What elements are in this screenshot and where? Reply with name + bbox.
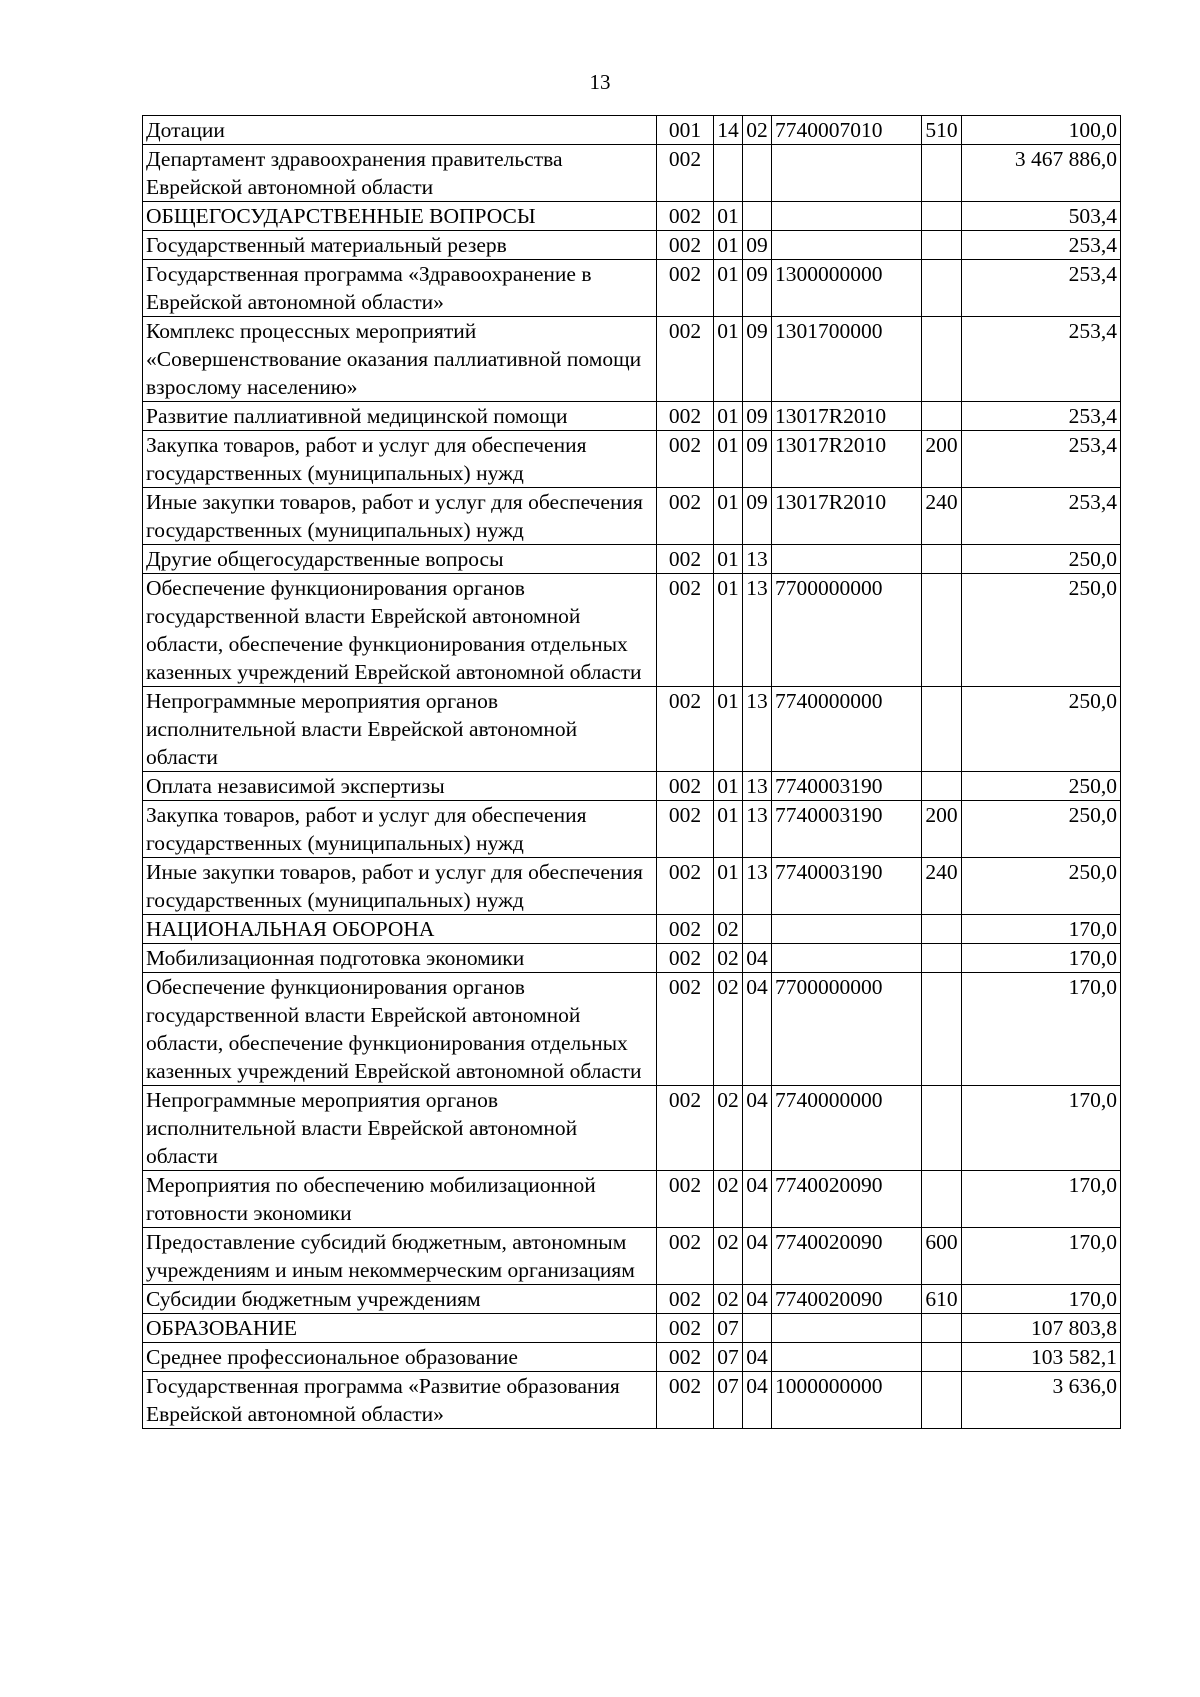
row-amount: 250,0 (962, 574, 1121, 687)
row-amount: 170,0 (962, 1171, 1121, 1228)
row-name: Государственная программа «Развитие образования Еврейской автономной области» (143, 1372, 657, 1429)
row-expense-type-code: 610 (922, 1285, 962, 1314)
row-amount: 250,0 (962, 801, 1121, 858)
row-amount: 253,4 (962, 402, 1121, 431)
row-amount: 503,4 (962, 202, 1121, 231)
row-subsection-code: 13 (743, 574, 772, 687)
row-amount: 170,0 (962, 1228, 1121, 1285)
row-section-code: 02 (714, 944, 743, 973)
table-row (143, 687, 1121, 772)
row-target-article-code (772, 944, 922, 973)
row-expense-type-code (922, 231, 962, 260)
row-grbs-code: 002 (657, 801, 714, 858)
row-subsection-code: 04 (743, 1285, 772, 1314)
row-grbs-code: 002 (657, 1372, 714, 1429)
row-name: Дотации (143, 116, 657, 145)
row-name: Непрограммные мероприятия органов исполнительной власти Еврейской автономной области (143, 687, 657, 772)
row-subsection-code: 13 (743, 858, 772, 915)
table-row (143, 145, 1121, 202)
row-section-code: 01 (714, 574, 743, 687)
row-section-code: 02 (714, 1171, 743, 1228)
row-name: Обеспечение функционирования органов государственной власти Еврейской автономной области, обеспечение функционирования отдельных казенных учреждений Еврейской автономной области (143, 574, 657, 687)
row-expense-type-code: 240 (922, 488, 962, 545)
row-section-code: 01 (714, 772, 743, 801)
row-grbs-code: 002 (657, 1171, 714, 1228)
row-target-article-code: 7740003190 (772, 772, 922, 801)
row-expense-type-code: 600 (922, 1228, 962, 1285)
row-name: Среднее профессиональное образование (143, 1343, 657, 1372)
row-name: Закупка товаров, работ и услуг для обеспечения государственных (муниципальных) нужд (143, 431, 657, 488)
row-section-code: 01 (714, 801, 743, 858)
row-grbs-code: 002 (657, 687, 714, 772)
row-amount: 170,0 (962, 944, 1121, 973)
row-grbs-code: 002 (657, 858, 714, 915)
row-section-code: 02 (714, 1285, 743, 1314)
row-subsection-code: 09 (743, 231, 772, 260)
row-section-code: 01 (714, 431, 743, 488)
row-amount: 253,4 (962, 260, 1121, 317)
row-section-code: 07 (714, 1314, 743, 1343)
row-subsection-code: 13 (743, 545, 772, 574)
row-target-article-code: 7700000000 (772, 574, 922, 687)
row-subsection-code: 09 (743, 260, 772, 317)
row-name: Комплекс процессных мероприятий «Совершенствование оказания паллиативной помощи взрослому населению» (143, 317, 657, 402)
table-row (143, 545, 1121, 574)
row-subsection-code: 09 (743, 488, 772, 545)
row-grbs-code: 002 (657, 574, 714, 687)
row-section-code: 01 (714, 260, 743, 317)
row-subsection-code: 04 (743, 1372, 772, 1429)
row-grbs-code: 002 (657, 202, 714, 231)
row-amount: 170,0 (962, 915, 1121, 944)
row-amount: 253,4 (962, 488, 1121, 545)
row-expense-type-code (922, 260, 962, 317)
row-expense-type-code (922, 687, 962, 772)
row-name: Закупка товаров, работ и услуг для обеспечения государственных (муниципальных) нужд (143, 801, 657, 858)
page-number: 13 (589, 70, 611, 94)
table-row (143, 574, 1121, 687)
row-section-code: 02 (714, 973, 743, 1086)
row-expense-type-code (922, 772, 962, 801)
row-subsection-code (743, 202, 772, 231)
row-expense-type-code (922, 1086, 962, 1171)
row-target-article-code: 7740003190 (772, 801, 922, 858)
row-expense-type-code (922, 545, 962, 574)
table-row (143, 1372, 1121, 1429)
row-amount: 253,4 (962, 431, 1121, 488)
row-target-article-code: 7740003190 (772, 858, 922, 915)
row-name: Непрограммные мероприятия органов исполнительной власти Еврейской автономной области (143, 1086, 657, 1171)
table-row (143, 801, 1121, 858)
row-subsection-code: 13 (743, 687, 772, 772)
row-section-code: 14 (714, 116, 743, 145)
row-target-article-code (772, 915, 922, 944)
row-grbs-code: 002 (657, 1285, 714, 1314)
row-subsection-code: 13 (743, 772, 772, 801)
row-name: Иные закупки товаров, работ и услуг для обеспечения государственных (муниципальных) нужд (143, 858, 657, 915)
row-section-code: 01 (714, 687, 743, 772)
table-row (143, 1228, 1121, 1285)
row-section-code: 01 (714, 317, 743, 402)
row-amount: 107 803,8 (962, 1314, 1121, 1343)
row-target-article-code: 1300000000 (772, 260, 922, 317)
row-subsection-code (743, 1314, 772, 1343)
row-grbs-code: 002 (657, 545, 714, 574)
row-grbs-code: 001 (657, 116, 714, 145)
table-row (143, 1314, 1121, 1343)
row-expense-type-code (922, 1314, 962, 1343)
row-section-code: 01 (714, 402, 743, 431)
row-amount: 250,0 (962, 687, 1121, 772)
row-subsection-code: 04 (743, 944, 772, 973)
row-amount: 170,0 (962, 1285, 1121, 1314)
row-grbs-code: 002 (657, 1086, 714, 1171)
row-target-article-code: 7740000000 (772, 687, 922, 772)
row-subsection-code: 04 (743, 973, 772, 1086)
table-row (143, 1086, 1121, 1171)
budget-table (142, 115, 1121, 1429)
row-target-article-code: 13017R2010 (772, 488, 922, 545)
row-amount: 170,0 (962, 973, 1121, 1086)
row-name: Оплата независимой экспертизы (143, 772, 657, 801)
row-name: Государственная программа «Здравоохранение в Еврейской автономной области» (143, 260, 657, 317)
row-expense-type-code: 240 (922, 858, 962, 915)
row-amount: 250,0 (962, 545, 1121, 574)
row-grbs-code: 002 (657, 431, 714, 488)
row-expense-type-code: 510 (922, 116, 962, 145)
row-name: Предоставление субсидий бюджетным, автономным учреждениям и иным некоммерческим организациям (143, 1228, 657, 1285)
table-row (143, 317, 1121, 402)
row-expense-type-code (922, 1372, 962, 1429)
row-section-code: 01 (714, 202, 743, 231)
table-row (143, 1285, 1121, 1314)
row-target-article-code (772, 1343, 922, 1372)
row-expense-type-code (922, 402, 962, 431)
budget-table-body (143, 116, 1121, 1429)
row-section-code: 02 (714, 915, 743, 944)
row-amount: 3 636,0 (962, 1372, 1121, 1429)
row-amount: 250,0 (962, 858, 1121, 915)
row-expense-type-code (922, 317, 962, 402)
row-amount: 100,0 (962, 116, 1121, 145)
row-amount: 103 582,1 (962, 1343, 1121, 1372)
table-row (143, 772, 1121, 801)
row-target-article-code: 13017R2010 (772, 431, 922, 488)
row-subsection-code (743, 915, 772, 944)
row-section-code: 01 (714, 858, 743, 915)
row-section-code: 01 (714, 488, 743, 545)
row-expense-type-code (922, 202, 962, 231)
row-target-article-code: 1301700000 (772, 317, 922, 402)
row-name: Иные закупки товаров, работ и услуг для обеспечения государственных (муниципальных) нужд (143, 488, 657, 545)
row-target-article-code: 7740020090 (772, 1285, 922, 1314)
row-expense-type-code (922, 145, 962, 202)
row-grbs-code: 002 (657, 1228, 714, 1285)
row-subsection-code: 04 (743, 1086, 772, 1171)
row-expense-type-code (922, 973, 962, 1086)
row-name: Другие общегосударственные вопросы (143, 545, 657, 574)
row-target-article-code: 13017R2010 (772, 402, 922, 431)
row-name: Мероприятия по обеспечению мобилизационной готовности экономики (143, 1171, 657, 1228)
row-name: ОБРАЗОВАНИЕ (143, 1314, 657, 1343)
table-row (143, 1171, 1121, 1228)
table-row (143, 231, 1121, 260)
table-row (143, 915, 1121, 944)
row-subsection-code (743, 145, 772, 202)
row-grbs-code: 002 (657, 231, 714, 260)
table-row (143, 973, 1121, 1086)
row-target-article-code: 1000000000 (772, 1372, 922, 1429)
row-target-article-code: 7700000000 (772, 973, 922, 1086)
table-row (143, 260, 1121, 317)
row-grbs-code: 002 (657, 772, 714, 801)
row-amount: 3 467 886,0 (962, 145, 1121, 202)
row-target-article-code (772, 145, 922, 202)
table-row (143, 202, 1121, 231)
row-grbs-code: 002 (657, 944, 714, 973)
row-name: Субсидии бюджетным учреждениям (143, 1285, 657, 1314)
row-section-code (714, 145, 743, 202)
row-section-code: 01 (714, 545, 743, 574)
row-target-article-code: 7740000000 (772, 1086, 922, 1171)
row-amount: 253,4 (962, 231, 1121, 260)
row-subsection-code: 13 (743, 801, 772, 858)
row-name: Развитие паллиативной медицинской помощи (143, 402, 657, 431)
row-grbs-code: 002 (657, 1314, 714, 1343)
row-target-article-code: 7740020090 (772, 1228, 922, 1285)
row-expense-type-code (922, 1171, 962, 1228)
row-grbs-code: 002 (657, 973, 714, 1086)
row-section-code: 07 (714, 1343, 743, 1372)
row-name: Государственный материальный резерв (143, 231, 657, 260)
row-section-code: 07 (714, 1372, 743, 1429)
row-section-code: 02 (714, 1086, 743, 1171)
row-subsection-code: 02 (743, 116, 772, 145)
row-subsection-code: 09 (743, 402, 772, 431)
row-grbs-code: 002 (657, 488, 714, 545)
row-name: Департамент здравоохранения правительства Еврейской автономной области (143, 145, 657, 202)
table-row (143, 858, 1121, 915)
row-target-article-code (772, 202, 922, 231)
row-name: НАЦИОНАЛЬНАЯ ОБОРОНА (143, 915, 657, 944)
row-grbs-code: 002 (657, 260, 714, 317)
row-target-article-code (772, 231, 922, 260)
row-subsection-code: 04 (743, 1171, 772, 1228)
row-grbs-code: 002 (657, 402, 714, 431)
row-expense-type-code: 200 (922, 431, 962, 488)
row-subsection-code: 04 (743, 1343, 772, 1372)
row-grbs-code: 002 (657, 317, 714, 402)
row-target-article-code: 7740007010 (772, 116, 922, 145)
row-amount: 170,0 (962, 1086, 1121, 1171)
row-name: Обеспечение функционирования органов государственной власти Еврейской автономной области, обеспечение функционирования отдельных казенных учреждений Еврейской автономной области (143, 973, 657, 1086)
table-row (143, 431, 1121, 488)
row-amount: 253,4 (962, 317, 1121, 402)
row-target-article-code: 7740020090 (772, 1171, 922, 1228)
row-expense-type-code (922, 944, 962, 973)
row-target-article-code (772, 1314, 922, 1343)
row-subsection-code: 09 (743, 317, 772, 402)
row-expense-type-code: 200 (922, 801, 962, 858)
row-grbs-code: 002 (657, 1343, 714, 1372)
table-row (143, 116, 1121, 145)
row-subsection-code: 04 (743, 1228, 772, 1285)
row-expense-type-code (922, 915, 962, 944)
row-name: Мобилизационная подготовка экономики (143, 944, 657, 973)
row-subsection-code: 09 (743, 431, 772, 488)
row-name: ОБЩЕГОСУДАРСТВЕННЫЕ ВОПРОСЫ (143, 202, 657, 231)
row-grbs-code: 002 (657, 145, 714, 202)
row-expense-type-code (922, 574, 962, 687)
row-section-code: 02 (714, 1228, 743, 1285)
row-section-code: 01 (714, 231, 743, 260)
table-row (143, 488, 1121, 545)
row-target-article-code (772, 545, 922, 574)
table-row (143, 402, 1121, 431)
row-expense-type-code (922, 1343, 962, 1372)
row-grbs-code: 002 (657, 915, 714, 944)
table-row (143, 1343, 1121, 1372)
row-amount: 250,0 (962, 772, 1121, 801)
table-row (143, 944, 1121, 973)
